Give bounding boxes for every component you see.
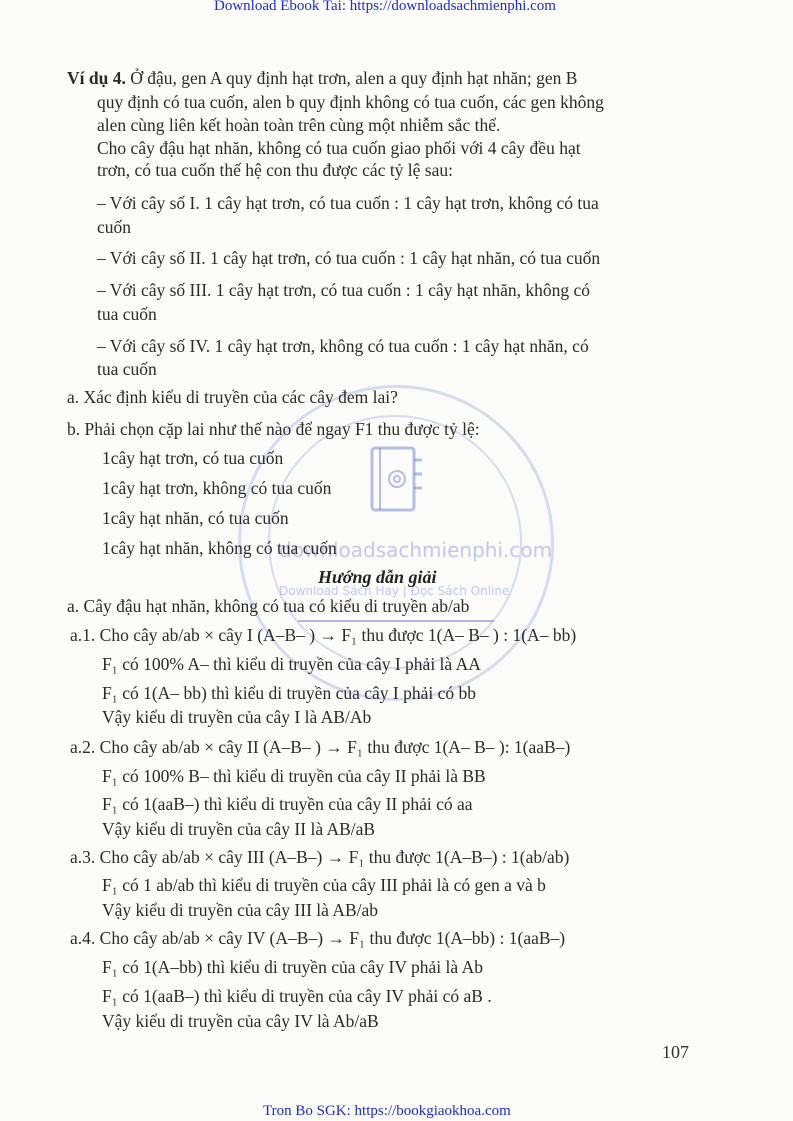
solution-line-15: F₁ có 1(aaB–) thì kiểu di truyền của cây IV phải có aB . (102, 986, 492, 1006)
example-label: Ví dụ 4. (67, 68, 126, 88)
solution-heading: Hướng dẫn giải (318, 567, 437, 587)
solution-line-13: a.4. Cho cây ab/ab × cây IV (A–B–) → F₁ thu được 1(A–bb) : 1(aaB–) (70, 928, 566, 948)
example-line-4: Cho cây đậu hạt nhăn, không có tua cuốn giao phối với 4 cây đều hạt (97, 138, 581, 158)
ratio-line-4: 1cây hạt nhăn, không có tua cuốn (102, 538, 337, 558)
solution-line-1: a. Cây đậu hạt nhăn, không có tua có kiểu di truyền ab/ab (67, 596, 470, 616)
ratio-line-1: 1cây hạt trơn, có tua cuốn (102, 448, 284, 468)
ratio-line-2: 1cây hạt trơn, không có tua cuốn (102, 478, 332, 498)
solution-line-6: a.2. Cho cây ab/ab × cây II (A–B– ) → F₁ thu được 1(A– B– ): 1(aaB–) (70, 737, 571, 757)
header-link[interactable]: Download Ebook Tai: https://downloadsachmienphi.com (214, 0, 556, 14)
question-b: b. Phải chọn cặp lai như thế nào để ngay F1 thu được tỷ lệ: (67, 419, 480, 439)
page-number: 107 (662, 1042, 689, 1062)
solution-line-10: a.3. Cho cây ab/ab × cây III (A–B–) → F₁ thu được 1(A–B–) : 1(ab/ab) (70, 847, 570, 867)
example-line-8: – Với cây số II. 1 cây hạt trơn, có tua cuốn : 1 cây hạt nhăn, có tua cuốn (97, 248, 601, 268)
question-a: a. Xác định kiểu di truyền của các cây đem lai? (67, 387, 398, 407)
solution-line-4: F₁ có 1(A– bb) thì kiểu di truyền của cây I phải có bb (102, 683, 476, 703)
example-line-2: quy định có tua cuốn, alen b quy định không có tua cuốn, các gen không (97, 92, 604, 112)
example-line-3: alen cùng liên kết hoàn toàn trên cùng một nhiễm sắc thể. (97, 115, 501, 135)
solution-line-16: Vậy kiểu di truyền của cây IV là Ab/aB (102, 1011, 379, 1031)
watermark-main-text: downloadsachmienphi.com (279, 538, 553, 562)
solution-line-11: F₁ có 1 ab/ab thì kiểu di truyền của cây III phải là có gen a và b (102, 875, 546, 895)
solution-line-7: F₁ có 100% B– thì kiểu di truyền của cây II phải là BB (102, 766, 486, 786)
example-line-12: tua cuốn (97, 359, 157, 379)
example-line-9: – Với cây số III. 1 cây hạt trơn, có tua cuốn : 1 cây hạt nhăn, không có (97, 280, 590, 300)
example-line-7: cuốn (97, 217, 132, 237)
solution-line-12: Vậy kiểu di truyền của cây III là AB/ab (102, 900, 379, 920)
solution-line-5: Vậy kiểu di truyền của cây I là AB/Ab (102, 707, 372, 727)
solution-line-8: F₁ có 1(aaB–) thì kiểu di truyền của cây II phải có aa (102, 794, 473, 814)
example-line-1-text: Ở đậu, gen A quy định hạt trơn, alen a quy định hạt nhăn; gen B (125, 68, 578, 88)
watermark-underline (298, 620, 494, 622)
example-line-11: – Với cây số IV. 1 cây hạt trơn, không có tua cuốn : 1 cây hạt nhăn, có (97, 336, 589, 356)
example-line-1 (67, 68, 577, 89)
ratio-line-3: 1cây hạt nhăn, có tua cuốn (102, 508, 289, 528)
example-line-6: – Với cây số I. 1 cây hạt trơn, có tua cuốn : 1 cây hạt trơn, không có tua (97, 193, 599, 213)
solution-line-2: a.1. Cho cây ab/ab × cây I (A–B– ) → F₁ thu được 1(A– B– ) : 1(A– bb) (70, 625, 577, 645)
example-line-5: trơn, có tua cuốn thế hệ con thu được các tỷ lệ sau: (97, 160, 453, 180)
solution-line-3: F₁ có 100% A– thì kiểu di truyền của cây I phải là AA (102, 654, 481, 674)
footer-link[interactable]: Tron Bo SGK: https://bookgiaokhoa.com (263, 1103, 511, 1119)
solution-line-9: Vậy kiểu di truyền của cây II là AB/aB (102, 819, 376, 839)
solution-line-14: F₁ có 1(A–bb) thì kiểu di truyền của cây IV phải là Ab (102, 957, 483, 977)
example-line-10: tua cuốn (97, 304, 157, 324)
notebook-at-icon (368, 446, 428, 518)
watermark-sub-text: Download Sách Hay | Đọc Sách Online (279, 584, 510, 598)
